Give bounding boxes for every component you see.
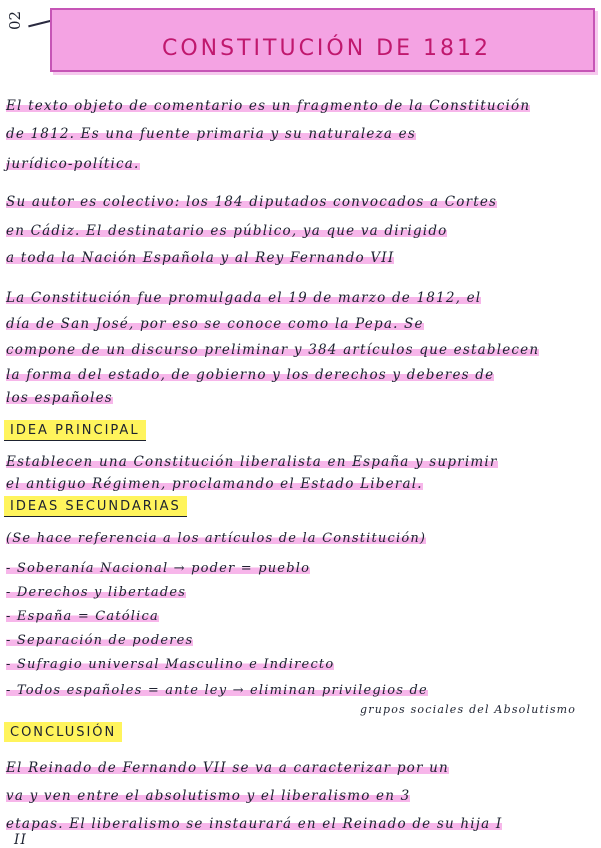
conclusion-line: etapas. El liberalismo se instaurará en el Reinado de su hija I xyxy=(6,816,503,832)
intro-line: jurídico-política. xyxy=(6,156,140,172)
list-item: - Soberanía Nacional → poder = pueblo xyxy=(6,561,311,576)
idea-principal-line: Establecen una Constitución liberalista en España y suprimir xyxy=(6,454,498,470)
page-title: CONSTITUCIÓN DE 1812 xyxy=(162,36,492,61)
list-item: - Sufragio universal Masculino e Indirecto xyxy=(6,657,335,672)
idea-principal-line: el antiguo Régimen, proclamando el Estado Liberal. xyxy=(6,476,423,492)
conclusion-line: II xyxy=(14,832,28,848)
conclusion-line: va y ven entre el absolutismo y el liberalismo en 3 xyxy=(6,788,411,804)
conclusion-heading: CONCLUSIÓN xyxy=(4,722,122,742)
ideas-secundarias-heading: IDEAS SECUNDARIAS xyxy=(4,496,187,517)
title-box xyxy=(50,8,595,72)
context-line: día de San José, por eso se conoce como la Pepa. Se xyxy=(6,316,424,332)
context-line: la forma del estado, de gobierno y los derechos y deberes de xyxy=(6,367,495,383)
idea-principal-heading: IDEA PRINCIPAL xyxy=(4,420,146,441)
list-item: - España = Católica xyxy=(6,609,159,624)
conclusion-line: El Reinado de Fernando VII se va a caracterizar por un xyxy=(6,760,449,776)
context-line: los españoles xyxy=(6,390,113,406)
intro-line: de 1812. Es una fuente primaria y su naturaleza es xyxy=(6,126,416,142)
author-line: en Cádiz. El destinatario es público, ya que va dirigido xyxy=(6,223,448,239)
ideas-secundarias-intro: (Se hace referencia a los artículos de la Constitución) xyxy=(6,531,427,546)
list-item: - Separación de poderes xyxy=(6,633,194,648)
author-line: a toda la Nación Española y al Rey Fernando VII xyxy=(6,250,395,266)
list-item: - Derechos y libertades xyxy=(6,585,187,600)
author-line: Su autor es colectivo: los 184 diputados convocados a Cortes xyxy=(6,194,498,210)
context-line: La Constitución fue promulgada el 19 de marzo de 1812, el xyxy=(6,290,482,306)
context-line: compone de un discurso preliminar y 384 artículos que establecen xyxy=(6,342,540,358)
list-item-continuation: grupos sociales del Absolutismo xyxy=(360,703,577,716)
page-number: 02 xyxy=(6,10,24,30)
intro-line: El texto objeto de comentario es un fragmento de la Constitución xyxy=(6,98,531,114)
list-item: - Todos españoles = ante ley → eliminan privilegios de xyxy=(6,683,428,698)
